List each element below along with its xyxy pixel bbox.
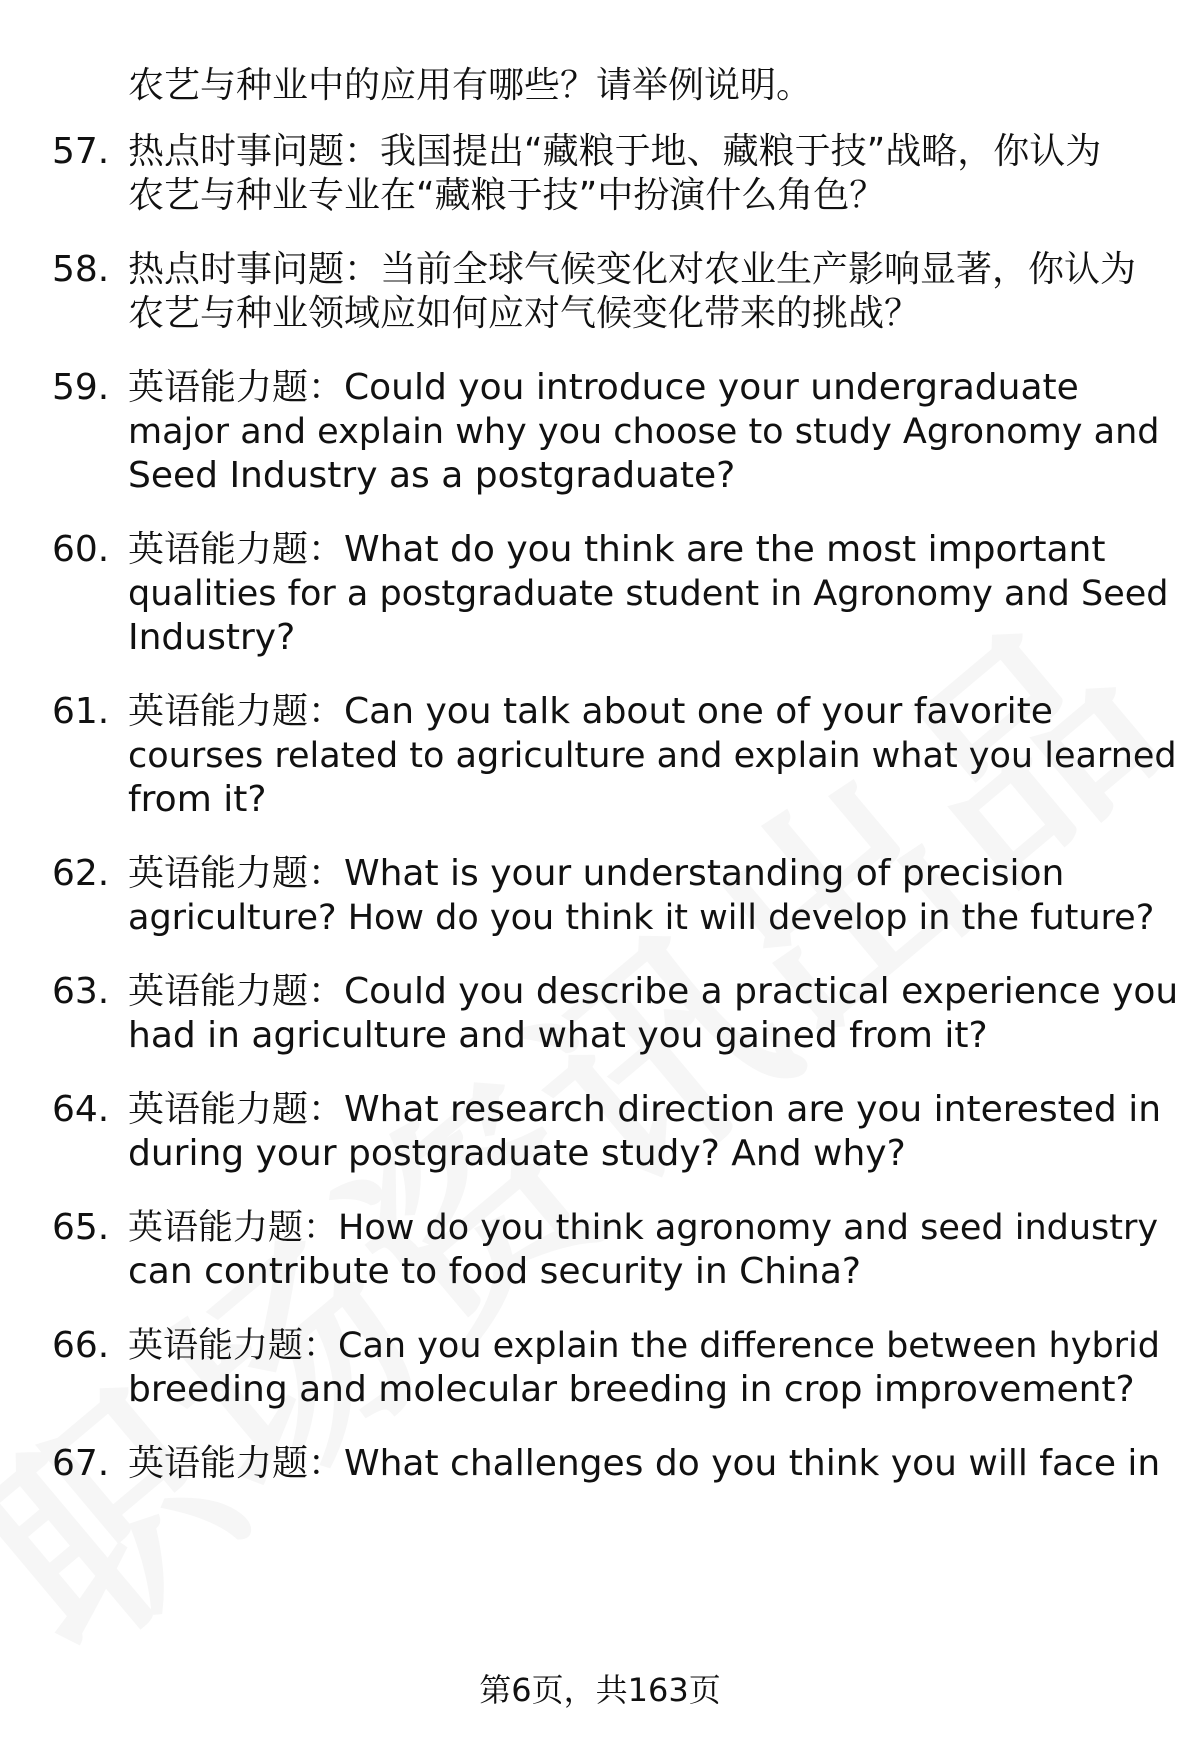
question-line: agriculture? How do you think it will develop in the future? [128, 898, 1155, 938]
question-line: 英语能力题：Could you describe a practical experience you [128, 971, 1179, 1012]
question-number: 57. [52, 131, 110, 172]
question-line: courses related to agriculture and explain what you learned [128, 736, 1177, 776]
question-line: Industry? [128, 617, 296, 658]
question-number: 66. [52, 1325, 110, 1366]
question-line: 英语能力题：What research direction are you interested in [128, 1089, 1162, 1130]
question-number: 64. [52, 1089, 110, 1130]
question-line: from it? [128, 779, 267, 820]
question-number: 59. [52, 367, 110, 408]
question-line: 热点时事问题：我国提出“藏粮于地、藏粮于技”战略，你认为 [128, 131, 1102, 172]
question-line: during your postgraduate study? And why? [128, 1133, 906, 1174]
question-line: 农艺与种业专业在“藏粮于技”中扮演什么角色？ [128, 175, 886, 216]
question-line: major and explain why you choose to study Agronomy and [128, 412, 1160, 452]
question-line: 英语能力题：How do you think agronomy and seed industry [128, 1208, 1159, 1248]
question-line: 热点时事问题：当前全球气候变化对农业生产影响显著，你认为 [128, 249, 1137, 290]
question-number: 62. [52, 853, 110, 894]
question-line: 农艺与种业领域应如何应对气候变化带来的挑战？ [128, 293, 921, 334]
question-line: can contribute to food security in China? [128, 1251, 862, 1292]
question-line: had in agriculture and what you gained from it? [128, 1015, 988, 1056]
question-line: qualities for a postgraduate student in Agronomy and Seed [128, 574, 1169, 614]
question-line: 英语能力题：Can you talk about one of your favorite [128, 691, 1053, 732]
question-line: 英语能力题：What is your understanding of precision [128, 853, 1065, 894]
continued-line: 农艺与种业中的应用有哪些？请举例说明。 [128, 65, 813, 106]
question-number: 63. [52, 971, 110, 1012]
question-line: 英语能力题：What challenges do you think you will face in [128, 1443, 1161, 1484]
question-line: 英语能力题：Can you explain the difference between hybrid [128, 1326, 1160, 1366]
question-line: 英语能力题：What do you think are the most important [128, 529, 1106, 570]
question-line: Seed Industry as a postgraduate? [128, 455, 736, 496]
question-number: 67. [52, 1443, 110, 1484]
question-number: 61. [52, 691, 110, 732]
question-number: 65. [52, 1207, 110, 1248]
page-footer: 第6页，共163页 [479, 1671, 721, 1709]
question-number: 58. [52, 249, 110, 290]
question-number: 60. [52, 529, 110, 570]
question-line: 英语能力题：Could you introduce your undergraduate [128, 367, 1079, 408]
question-line: breeding and molecular breeding in crop improvement? [128, 1369, 1135, 1410]
